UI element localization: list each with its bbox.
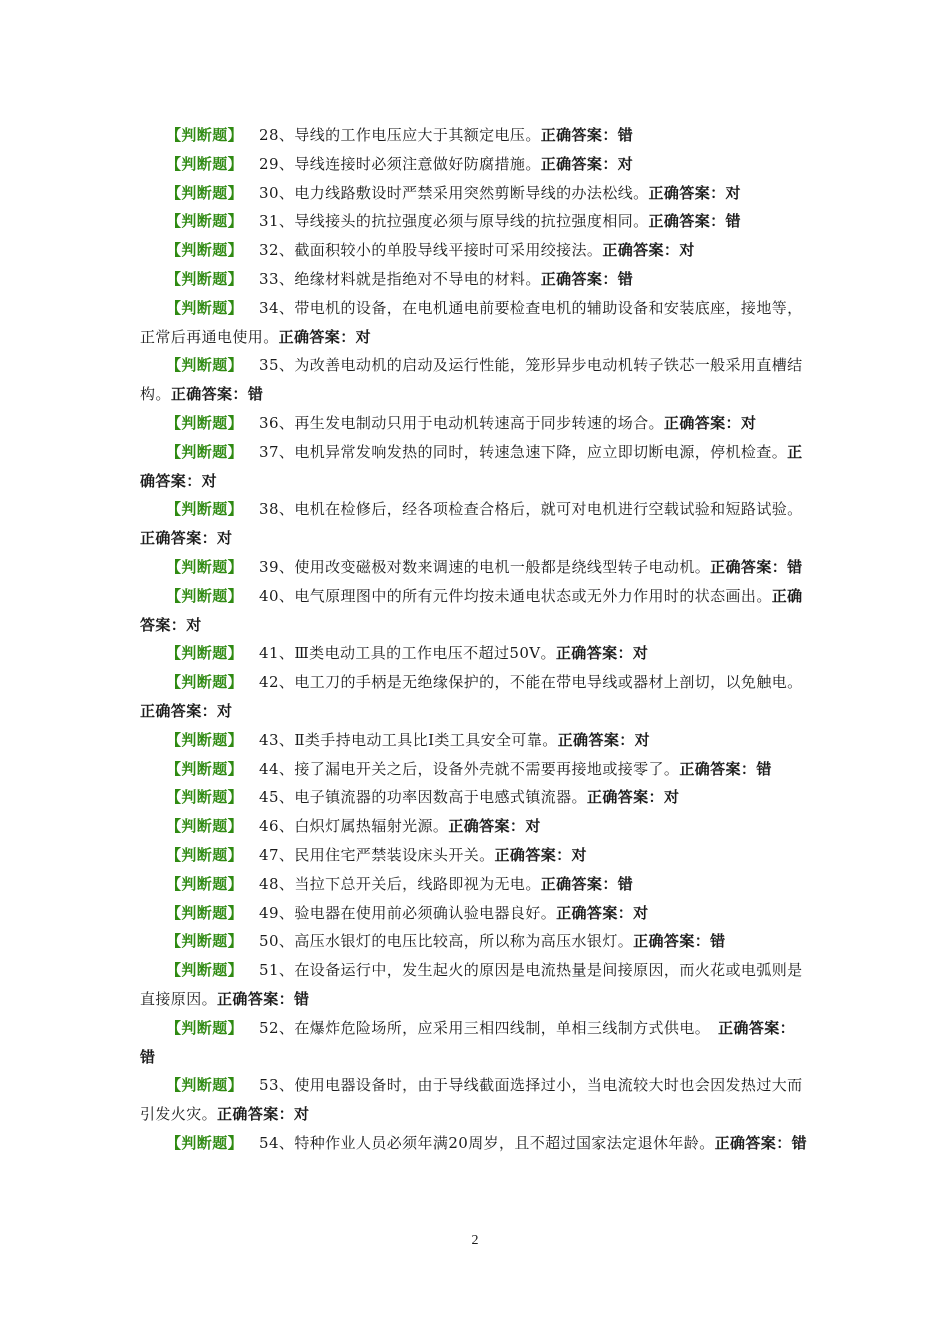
question-text: 电气原理图中的所有元件均按未通电状态或无外力作用时的状态画出。 [294, 586, 772, 605]
question-number: 28、 [259, 126, 295, 144]
question-type-tag: 【判断题】 [166, 356, 244, 375]
question-item [140, 236, 808, 265]
question-item [140, 409, 808, 438]
question-type-tag: 【判断题】 [166, 730, 244, 749]
question-list [140, 121, 808, 1158]
answer-label: 正确答案： [540, 874, 618, 893]
answer-value: 错 [787, 557, 803, 576]
question-text: 电工刀的手柄是无绝缘保护的，不能在带电导线或器材上剖切，以免触电。 [294, 673, 803, 692]
question-item [140, 841, 808, 870]
question-type-tag: 【判断题】 [166, 126, 244, 144]
question-type-tag: 【判断题】 [166, 298, 244, 317]
question-type-tag: 【判断题】 [166, 413, 244, 432]
question-number: 45、 [259, 788, 295, 807]
question-text: 电机在检修后，经各项检查合格后，就可对电机进行空载试验和短路试验。 [294, 500, 803, 519]
question-item [140, 582, 808, 640]
answer-value: 对 [725, 183, 741, 202]
answer-label: 正确答案： [714, 1133, 792, 1152]
question-number: 30、 [259, 183, 295, 202]
question-text: 电子镇流器的功率因数高于电感式镇流器。 [294, 788, 587, 807]
question-item [140, 668, 808, 726]
question-number: 33、 [259, 269, 295, 288]
answer-label: 正确答案： [710, 557, 788, 576]
question-number: 47、 [259, 845, 295, 864]
answer-label: 正确答案： [448, 817, 526, 836]
question-item [140, 783, 808, 812]
page-number: 2 [471, 1233, 479, 1248]
answer-label: 正确答案： [633, 932, 711, 951]
question-text: 导线的工作电压应大于其额定电压。 [294, 126, 541, 144]
answer-label: 正确答案： [278, 327, 356, 346]
answer-value: 对 [201, 471, 218, 490]
answer-value: 对 [634, 730, 651, 749]
question-text: 为改善电动机的启动及运行性能，笼形异步电动机转子铁芯一般采用直槽结构。 [140, 356, 803, 404]
question-number: 42、 [259, 673, 295, 692]
question-text: 再生发电制动只用于电动机转速高于同步转速的场合。 [294, 413, 664, 432]
question-type-tag: 【判断题】 [166, 874, 244, 893]
question-number: 29、 [259, 154, 295, 173]
answer-label: 正确答案： [663, 413, 741, 432]
answer-label: 正确答案： [170, 385, 248, 404]
question-text: 验电器在使用前必须确认验电器良好。 [294, 903, 557, 922]
question-item [140, 927, 808, 956]
answer-label: 正确答案： [540, 126, 618, 144]
answer-value: 对 [217, 701, 233, 720]
question-text: 电力线路敷设时严禁采用突然剪断导线的办法松线。 [294, 183, 649, 202]
answer-label: 正确答案： [140, 529, 218, 548]
question-type-tag: 【判断题】 [166, 269, 244, 288]
answer-value: 对 [617, 154, 634, 173]
question-item [140, 351, 808, 409]
question-type-tag: 【判断题】 [166, 1076, 244, 1095]
question-number: 36、 [259, 413, 295, 432]
question-number: 44、 [259, 759, 295, 778]
question-number: 46、 [259, 817, 295, 836]
answer-value: 对 [186, 615, 202, 634]
question-text: 绝缘材料就是指绝对不导电的材料。 [294, 269, 541, 288]
answer-label: 正确答案： [540, 269, 618, 288]
question-number: 35、 [259, 356, 295, 375]
question-type-tag: 【判断题】 [166, 1018, 244, 1037]
question-number: 48、 [259, 874, 295, 893]
question-type-tag: 【判断题】 [166, 1133, 244, 1152]
question-type-tag: 【判断题】 [166, 673, 244, 692]
question-item [140, 812, 808, 841]
answer-label: 正确答案： [494, 845, 572, 864]
question-text: 电机异常发响发热的同时，转速急速下降，应立即切断电源，停机检查。 [294, 442, 788, 461]
question-text: 导线连接时必须注意做好防腐措施。 [294, 154, 541, 173]
question-type-tag: 【判断题】 [166, 241, 244, 260]
question-text: 当拉下总开关后，线路即视为无电。 [294, 874, 541, 893]
answer-label: 正确答案： [602, 241, 680, 260]
question-item [140, 150, 808, 179]
question-text: 导线接头的抗拉强度必须与原导线的抗拉强度相同。 [294, 212, 649, 231]
question-text: 白炽灯属热辐射光源。 [294, 817, 449, 836]
question-text: Ⅱ类手持电动工具比Ⅰ类工具安全可靠。 [294, 730, 558, 749]
answer-value: 对 [217, 529, 233, 548]
question-number: 40、 [259, 586, 295, 605]
answer-value: 对 [663, 788, 680, 807]
question-text: 接了漏电开关之后，设备外壳就不需要再接地或接零了。 [294, 759, 680, 778]
question-type-tag: 【判断题】 [166, 961, 244, 980]
answer-value: 对 [355, 327, 372, 346]
question-number: 53、 [259, 1076, 295, 1095]
answer-label: 正确答案： [586, 788, 664, 807]
answer-label: 正确答案： [555, 644, 633, 663]
question-text: 使用改变磁极对数来调速的电机一般都是绕线型转子电动机。 [294, 557, 711, 576]
question-item [140, 265, 808, 294]
question-type-tag: 【判断题】 [166, 759, 244, 778]
answer-label: 正确答案： [217, 989, 295, 1008]
answer-label: 正确答案： [140, 586, 803, 634]
question-type-tag: 【判断题】 [166, 644, 244, 663]
answer-value: 错 [617, 874, 634, 893]
question-type-tag: 【判断题】 [166, 442, 244, 461]
question-number: 34、 [259, 298, 295, 317]
question-item [140, 870, 808, 899]
question-text: 使用电器设备时，由于导线截面选择过小，当电流较大时也会因发热过大而引发火灾。 [140, 1076, 803, 1124]
question-item [140, 438, 808, 496]
question-number: 38、 [259, 500, 295, 519]
question-type-tag: 【判断题】 [166, 212, 244, 231]
answer-value: 对 [632, 644, 649, 663]
question-item [140, 899, 808, 928]
answer-label: 正确答案： [140, 701, 218, 720]
answer-value: 错 [725, 212, 741, 231]
question-type-tag: 【判断题】 [166, 932, 244, 951]
answer-value: 错 [140, 1047, 156, 1066]
question-number: 43、 [259, 730, 295, 749]
answer-label: 正确答案： [140, 442, 803, 490]
question-text: 在设备运行中，发生起火的原因是电流热量是间接原因，而火花或电弧则是直接原因。 [140, 961, 803, 1008]
question-type-tag: 【判断题】 [166, 845, 244, 864]
question-type-tag: 【判断题】 [166, 586, 244, 605]
answer-label: 正确答案： [679, 759, 757, 778]
question-number: 31、 [259, 212, 295, 231]
question-item [140, 179, 808, 208]
question-text: 带电机的设备，在电机通电前要检查电机的辅助设备和安装底座，接地等，正常后再通电使用。 [140, 298, 803, 346]
question-number: 32、 [259, 241, 295, 260]
question-item [140, 121, 808, 150]
answer-label: 正确答案： [556, 903, 634, 922]
question-type-tag: 【判断题】 [166, 788, 244, 807]
question-number: 51、 [259, 961, 295, 980]
question-type-tag: 【判断题】 [166, 183, 244, 202]
question-type-tag: 【判断题】 [166, 500, 244, 519]
question-number: 54、 [259, 1133, 295, 1152]
question-text: 高压水银灯的电压比较高，所以称为高压水银灯。 [294, 932, 634, 951]
question-text: 特种作业人员必须年满20周岁，且不超过国家法定退休年龄。 [294, 1133, 715, 1152]
answer-value: 错 [791, 1133, 808, 1152]
answer-value: 错 [617, 269, 634, 288]
answer-label: 正确答案： [648, 212, 726, 231]
question-item [140, 553, 808, 582]
answer-label: 正确答案： [217, 1105, 295, 1124]
question-number: 50、 [259, 932, 295, 951]
question-item [140, 639, 808, 668]
question-number: 41、 [259, 644, 295, 663]
answer-value: 错 [756, 759, 772, 778]
question-item [140, 1129, 808, 1158]
answer-label: 正确答案： [648, 183, 726, 202]
question-text: Ⅲ类电动工具的工作电压不超过50V。 [294, 644, 556, 663]
question-text: 民用住宅严禁装设床头开关。 [294, 845, 495, 864]
answer-value: 对 [571, 845, 587, 864]
question-item [140, 495, 808, 553]
question-type-tag: 【判断题】 [166, 817, 244, 836]
question-item [140, 207, 808, 236]
question-number: 37、 [259, 442, 295, 461]
question-item [140, 726, 808, 755]
answer-value: 错 [710, 932, 726, 951]
question-text: 截面积较小的单股导线平接时可采用绞接法。 [294, 241, 603, 260]
question-number: 52、 [259, 1018, 295, 1037]
answer-value: 对 [525, 817, 541, 836]
question-item [140, 956, 808, 1014]
question-number: 39、 [259, 557, 295, 576]
answer-value: 对 [294, 1105, 310, 1124]
answer-value: 对 [740, 413, 757, 432]
question-item [140, 294, 808, 352]
answer-label: 正确答案： [718, 1018, 796, 1037]
answer-label: 正确答案： [540, 154, 618, 173]
question-item [140, 755, 808, 784]
answer-value: 对 [633, 903, 649, 922]
answer-value: 错 [617, 126, 634, 144]
question-type-tag: 【判断题】 [166, 154, 244, 173]
question-number: 49、 [259, 903, 295, 922]
question-item [140, 1071, 808, 1129]
question-type-tag: 【判断题】 [166, 557, 244, 576]
question-text: 在爆炸危险场所，应采用三相四线制，单相三线制方式供电。 [294, 1018, 719, 1037]
answer-value: 错 [247, 385, 264, 404]
question-item [140, 1014, 808, 1072]
answer-label: 正确答案： [557, 730, 635, 749]
answer-value: 错 [294, 989, 310, 1008]
question-type-tag: 【判断题】 [166, 903, 244, 922]
answer-value: 对 [679, 241, 695, 260]
